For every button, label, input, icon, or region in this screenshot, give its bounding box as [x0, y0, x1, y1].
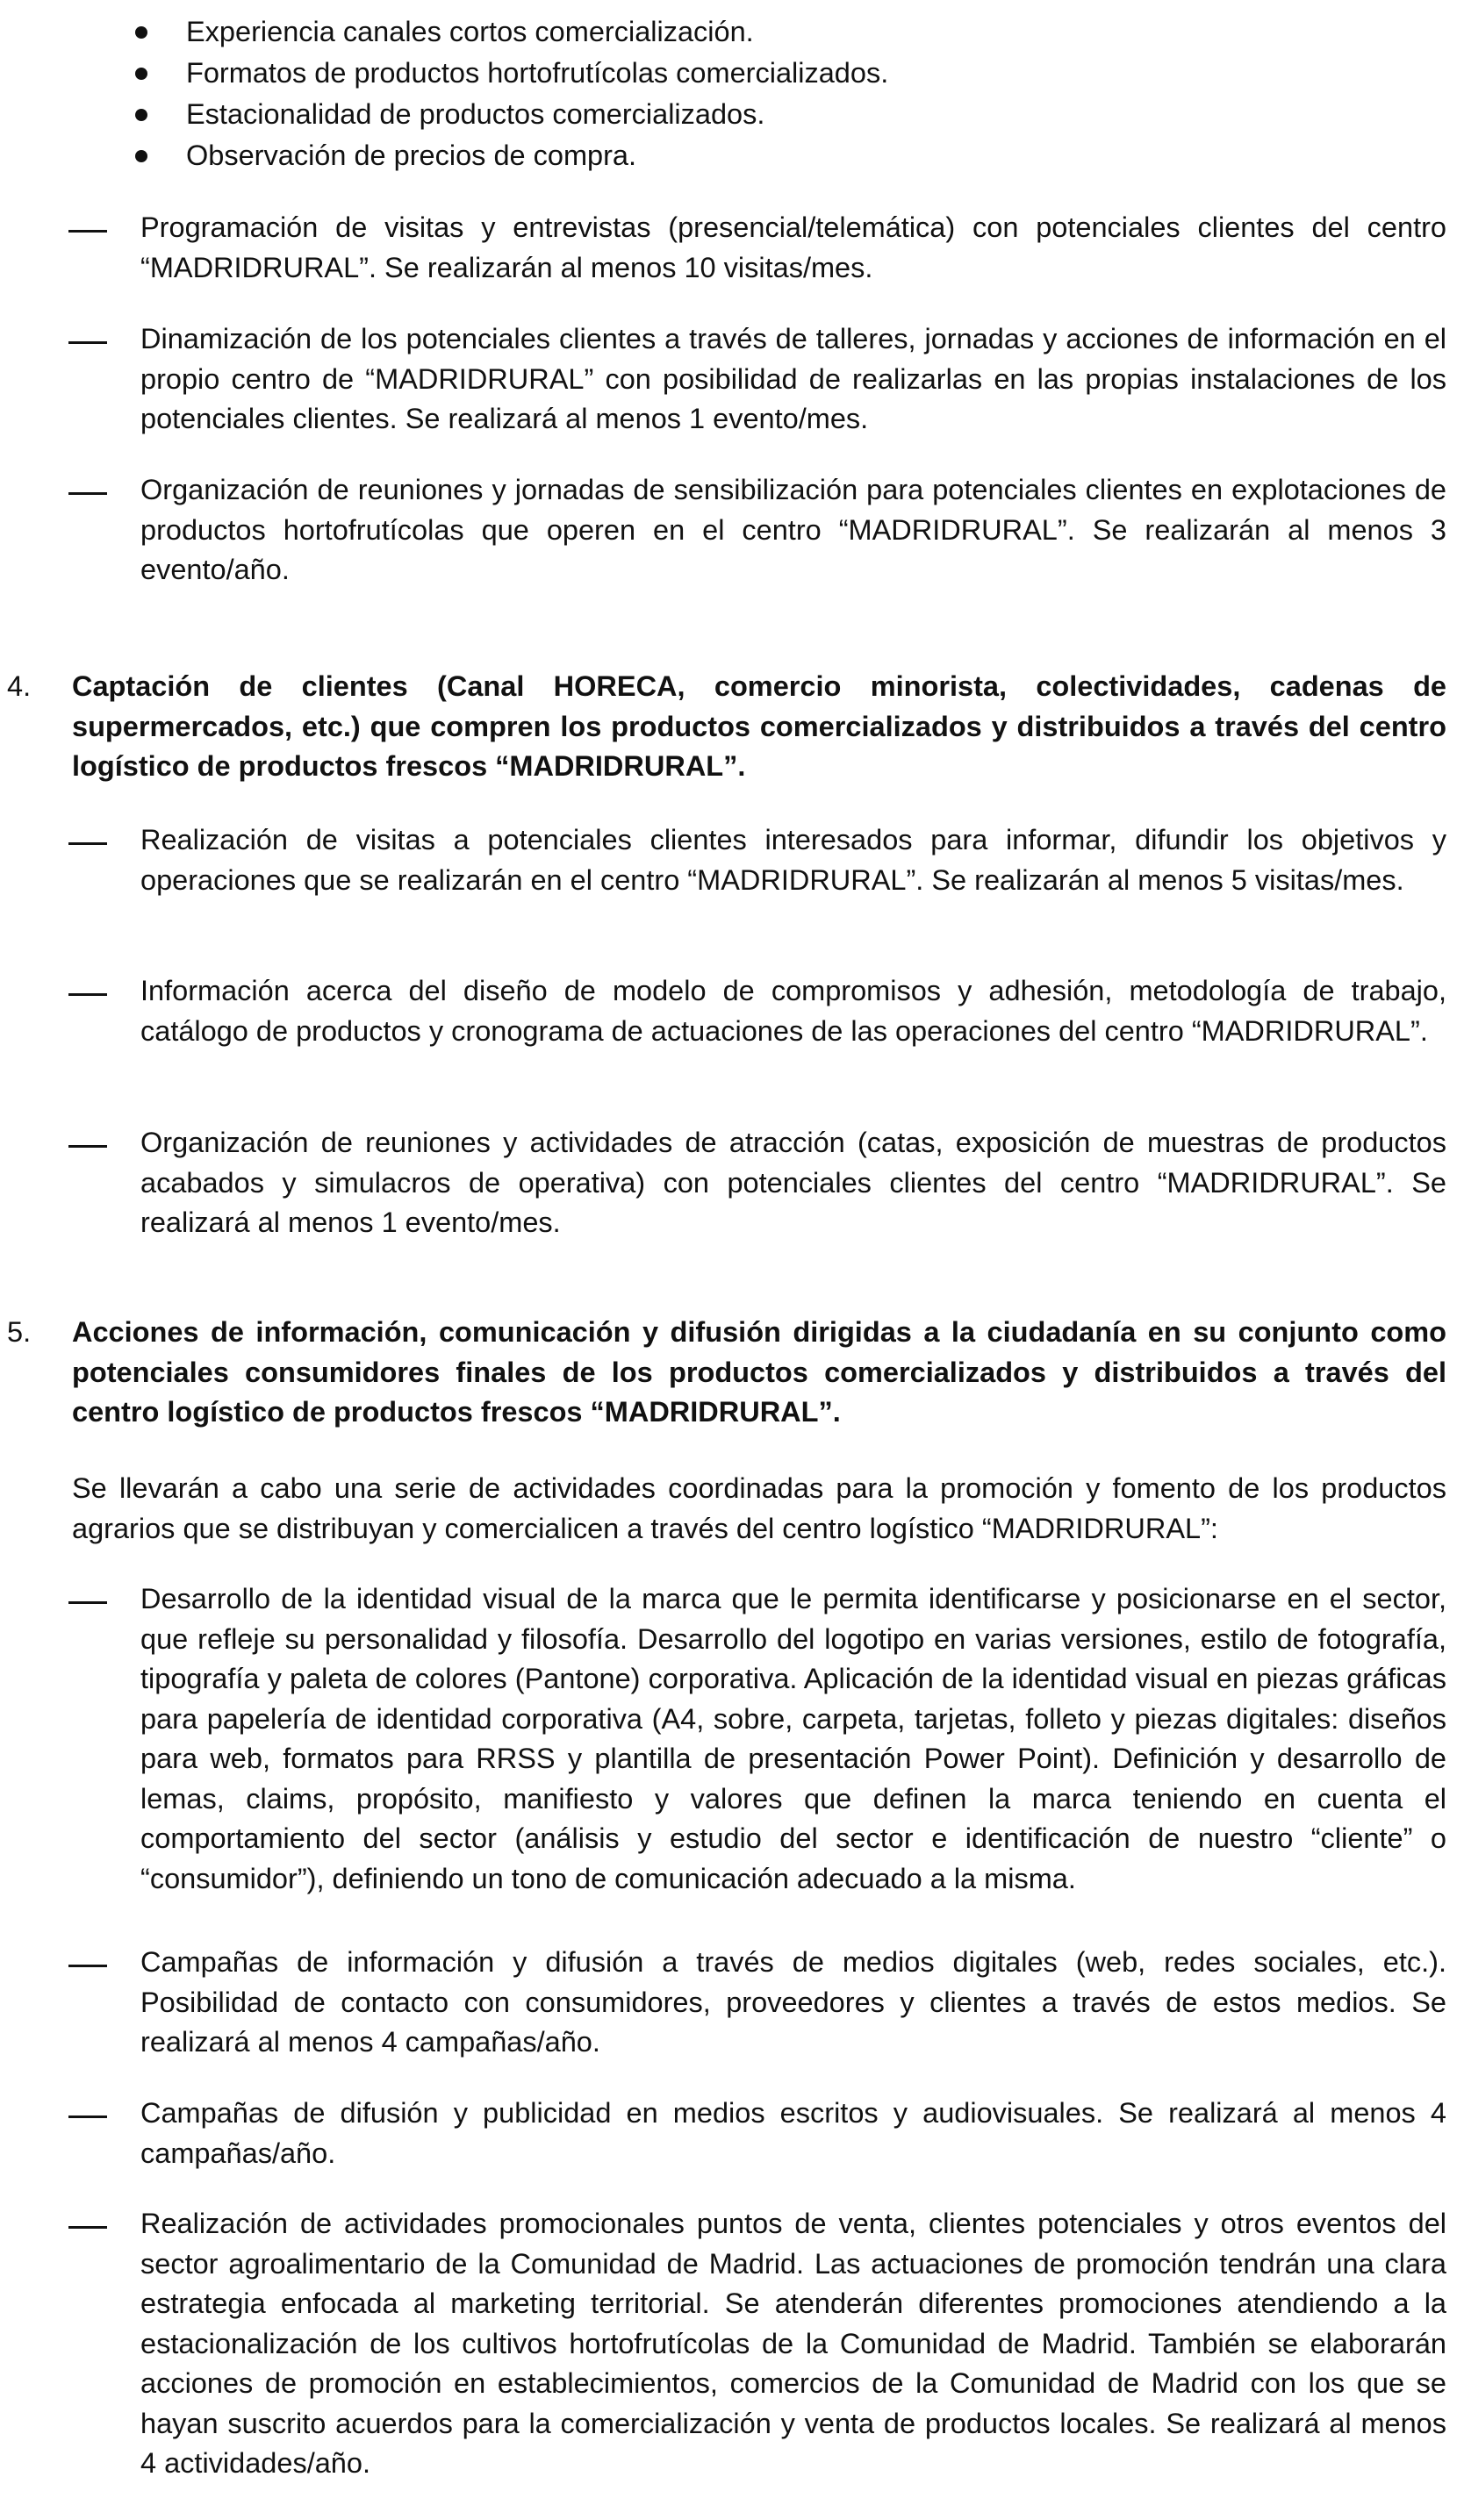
list-item: Dinamización de los potenciales clientes a través de talleres, jornadas y acciones de información en el propio centro de “MADRIDRURAL” con posibilidad de realizarlas en las propias instalaciones de los potenciales clientes. Se realizará al menos 1 evento/mes. [140, 323, 1446, 434]
dash-marker [68, 1965, 107, 1967]
dash-marker [68, 993, 107, 996]
list-item: Organización de reuniones y jornadas de sensibilización para potenciales clientes en explotaciones de productos hortofrutícolas que operen en el centro “MADRIDRURAL”. Se realizarán al menos 3 evento/año. [140, 474, 1446, 585]
section-heading: Acciones de información, comunicación y difusión dirigidas a la ciudadanía en su conjunto como potenciales consumidores finales de los productos comercializados y distribuidos a través del centro logístico de productos frescos “MADRIDRURAL”. [72, 1316, 1446, 1428]
list-item: Campañas de difusión y publicidad en medios escritos y audiovisuales. Se realizará al menos 4 campañas/año. [140, 2097, 1446, 2169]
bullet-item: Experiencia canales cortos comercialización. [186, 16, 754, 47]
bullet-item: Estacionalidad de productos comercializados. [186, 98, 765, 130]
list-item: Programación de visitas y entrevistas (presencial/telemática) con potenciales clientes del centro “MADRIDRURAL”. Se realizarán al menos 10 visitas/mes. [140, 211, 1446, 283]
section-intro: Se llevarán a cabo una serie de actividades coordinadas para la promoción y fomento de los productos agrarios que se distribuyan y comercialicen a través del centro logístico “MADRIDRURAL”: [72, 1472, 1446, 1544]
dash-marker [68, 1145, 107, 1148]
dash-marker [68, 1601, 107, 1604]
section-number: 5. [7, 1316, 32, 1348]
dash-marker [68, 2116, 107, 2118]
section-number: 4. [7, 670, 32, 702]
bullet-marker [135, 26, 147, 39]
dash-marker [68, 842, 107, 845]
section-heading: Captación de clientes (Canal HORECA, comercio minorista, colectividades, cadenas de supermercados, etc.) que compren los productos comercializados y distribuidos a través del centro logístico de productos frescos “MADRIDRURAL”. [72, 670, 1446, 782]
list-item: Desarrollo de la identidad visual de la marca que le permita identificarse y posicionarse en el sector, que refleje su personalidad y filosofía. Desarrollo del logotipo en varias versiones, estilo de fotografía, tipografía y paleta de colores (Pantone) corporativa. Aplicación de la identidad visual en piezas gráficas para papelería de identidad corporativa (A4, sobre, carpeta, tarjetas, folleto y piezas digitales: diseños para web, formatos para RRSS y plantilla de presentación Power Point). Definición y desarrollo de lemas, claims, propósito, manifiesto y valores que definen la marca teniendo en cuenta el comportamiento del sector (análisis y estudio del sector e identificación de nuestro “cliente” o “consumidor”), definiendo un tono de comunicación adecuado a la misma. [140, 1583, 1446, 1894]
dash-marker [68, 230, 107, 233]
bullet-marker [135, 150, 147, 162]
list-item: Realización de actividades promocionales puntos de venta, clientes potenciales y otros eventos del sector agroalimentario de la Comunidad de Madrid. Las actuaciones de promoción tendrán una clara estrategia enfocada al marketing territorial. Se atenderán diferentes promociones atendiendo a la estacionalización de los cultivos hortofrutícolas de la Comunidad de Madrid. También se elaborarán acciones de promoción en establecimientos, comercios de la Comunidad de Madrid con los que se hayan suscrito acuerdos para la comercialización y venta de productos locales. Se realizará al menos 4 actividades/año. [140, 2208, 1446, 2479]
list-item: Realización de visitas a potenciales clientes interesados para informar, difundir los objetivos y operaciones que se realizarán en el centro “MADRIDRURAL”. Se realizarán al menos 5 visitas/mes. [140, 824, 1446, 896]
list-item: Organización de reuniones y actividades de atracción (catas, exposición de muestras de productos acabados y simulacros de operativa) con potenciales clientes del centro “MADRIDRURAL”. Se realizará al menos 1 evento/mes. [140, 1127, 1446, 1238]
dash-marker [68, 492, 107, 495]
bullet-marker [135, 109, 147, 121]
bullet-item: Formatos de productos hortofrutícolas comercializados. [186, 57, 889, 89]
bullet-item: Observación de precios de compra. [186, 140, 637, 171]
dash-marker [68, 2226, 107, 2229]
list-item: Campañas de información y difusión a través de medios digitales (web, redes sociales, etc.). Posibilidad de contacto con consumidores, proveedores y clientes a través de estos medios. Se realizará al menos 4 campañas/año. [140, 1946, 1446, 2058]
dash-marker [68, 341, 107, 344]
bullet-marker [135, 68, 147, 80]
list-item: Información acerca del diseño de modelo de compromisos y adhesión, metodología de trabajo, catálogo de productos y cronograma de actuaciones de las operaciones del centro “MADRIDRURAL”. [140, 975, 1446, 1047]
